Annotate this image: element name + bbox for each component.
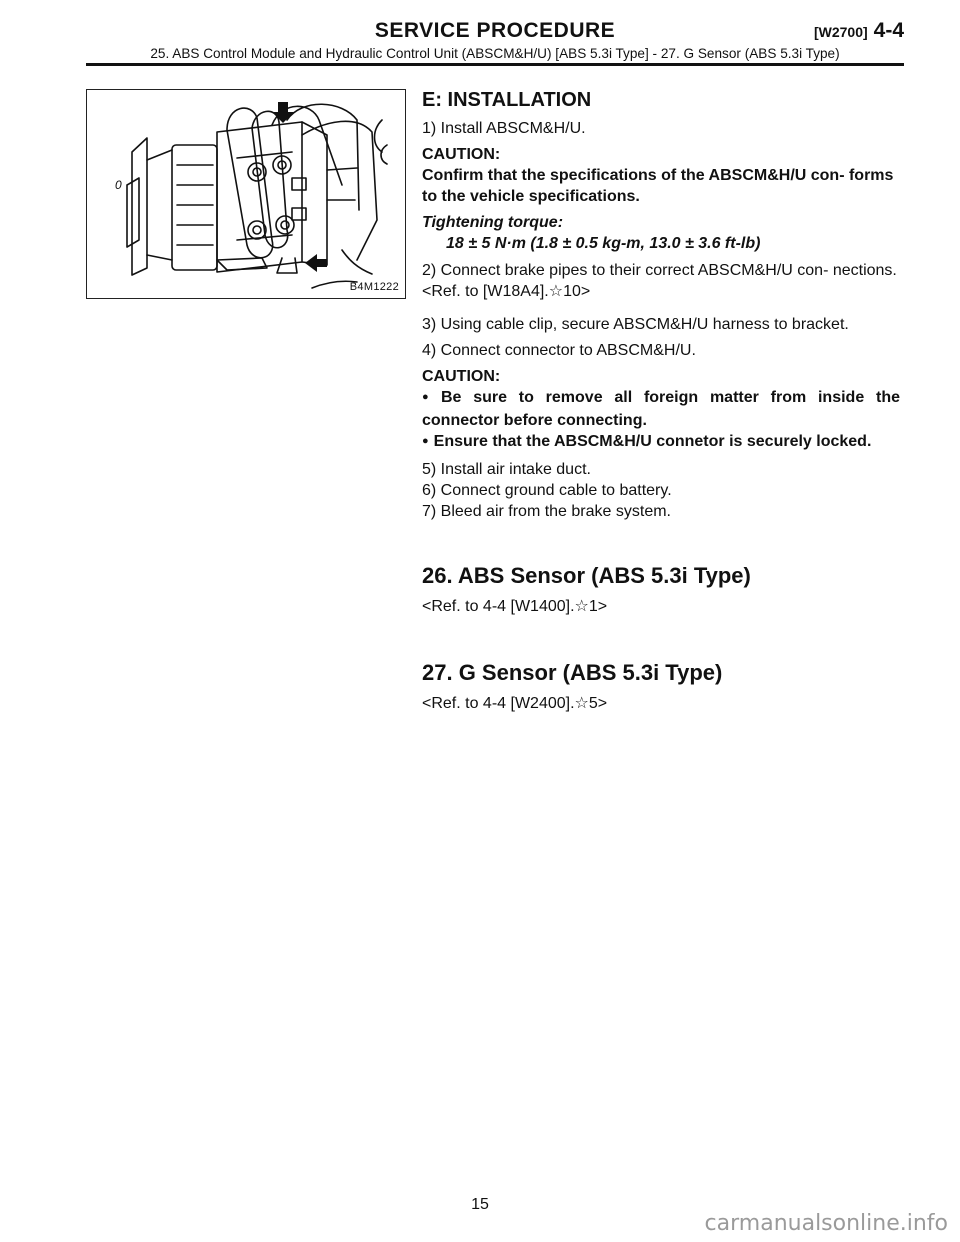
page-number: 15	[471, 1196, 489, 1213]
header-title: SERVICE PROCEDURE	[374, 19, 616, 42]
header-subtitle: 25. ABS Control Module and Hydraulic Control Unit (ABSCM&H/U) [ABS 5.3i Type] - 27. G Sensor (ABS 5.3i Type)	[150, 46, 840, 61]
step-3: 3) Using cable clip, secure ABSCM&H/U harness to bracket.	[422, 316, 849, 333]
header-code-block	[814, 18, 904, 46]
section-26-reference: <Ref. to 4-4 [W1400].☆1>	[422, 598, 608, 615]
step-2: 2) Connect brake pipes to their correct ABSCM&H/U con- nections. <Ref. to [W18A4].☆10>	[422, 262, 897, 300]
section-27-title: 27. G Sensor (ABS 5.3i Type)	[422, 660, 723, 685]
step-1: 1) Install ABSCM&H/U.	[422, 120, 586, 137]
step-6: 6) Connect ground cable to battery.	[422, 482, 672, 499]
abs-unit-figure	[86, 89, 406, 299]
figure-label: B4M1222	[349, 281, 399, 293]
main-content	[422, 88, 900, 719]
section-27-reference: <Ref. to 4-4 [W2400].☆5>	[422, 695, 608, 712]
page-header	[86, 18, 904, 63]
step-5: 5) Install air intake duct.	[422, 461, 591, 478]
step-7: 7) Bleed air from the brake system.	[422, 503, 671, 520]
installation-title: E: INSTALLATION	[422, 89, 592, 111]
caution-label-1: CAUTION:	[422, 146, 501, 163]
left-arrow-icon	[305, 254, 327, 272]
header-rule	[86, 63, 904, 66]
figure-mark: 0	[115, 178, 122, 192]
header-code: [W2700]	[813, 24, 868, 40]
caution-bullet-2: ● Ensure that the ABSCM&H/U connetor is securely locked.	[422, 431, 900, 454]
step-4: 4) Connect connector to ABSCM&H/U.	[422, 342, 696, 359]
section-26-title: 26. ABS Sensor (ABS 5.3i Type)	[422, 563, 751, 588]
watermark: carmanualsonline.info	[704, 1211, 948, 1236]
caution-bullet-1: ● Be sure to remove all foreign matter from inside the connector before connecting.	[422, 387, 900, 431]
caution-text-1: Confirm that the specifications of the ABSCM&H/U con- forms to the vehicle specifications.	[422, 167, 894, 205]
torque-value: 18 ± 5 N·m (1.8 ± 0.5 kg-m, 13.0 ± 3.6 ft-lb)	[446, 235, 761, 252]
abs-unit-illustration	[87, 90, 404, 297]
torque-label: Tightening torque:	[422, 214, 564, 231]
header-section-number: 4-4	[873, 19, 904, 42]
caution-label-2: CAUTION:	[422, 368, 501, 385]
